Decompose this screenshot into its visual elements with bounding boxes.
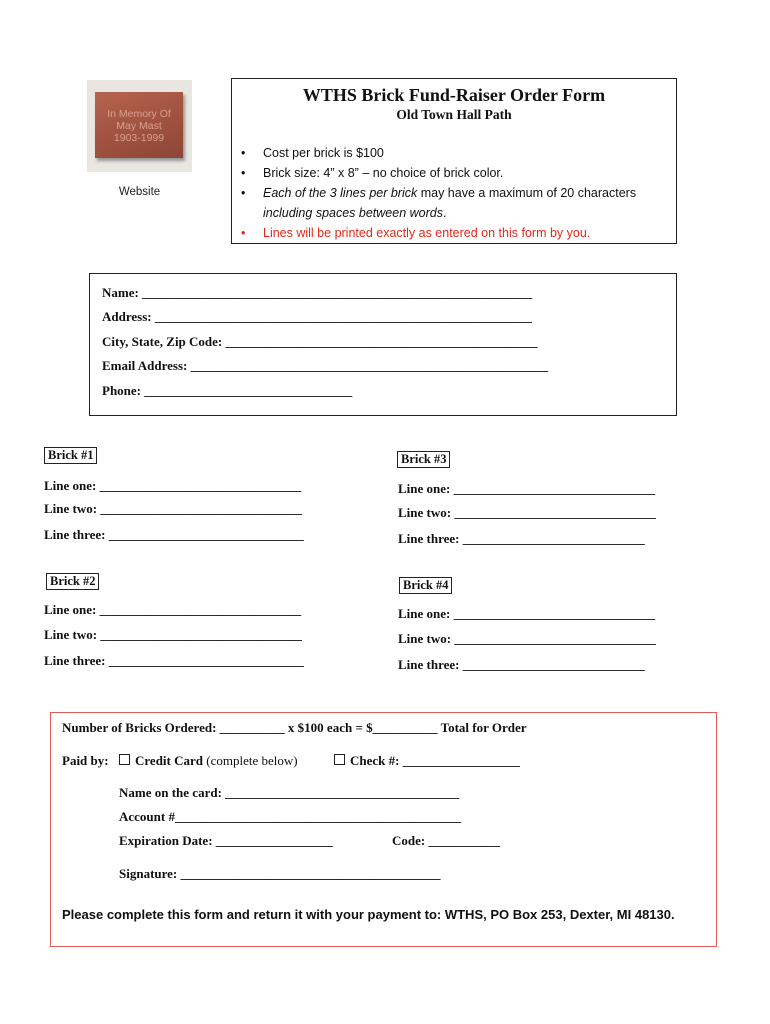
brick-1-line-two[interactable]: Line two: _______________________________	[44, 501, 302, 516]
brick-2-label: Brick #2	[46, 573, 99, 590]
bullet-limit-part-2: may have a maximum of 20 characters	[417, 186, 637, 200]
credit-card-note: (complete below)	[206, 753, 298, 768]
photo-caption: Website	[118, 186, 161, 198]
brick-2-line-two[interactable]: Line two: _______________________________	[44, 627, 302, 642]
check-checkbox[interactable]	[334, 754, 345, 765]
brick-3-line-three[interactable]: Line three: ____________________________	[398, 531, 645, 546]
security-code-field[interactable]: Code: ___________	[392, 833, 500, 848]
email-field[interactable]: Email Address: _______________________________________________________	[102, 358, 549, 373]
info-bullet-list	[240, 143, 670, 243]
phone-field[interactable]: Phone: ________________________________	[102, 383, 353, 398]
bullet-limit-part-4: .	[442, 206, 447, 220]
brick-2-line-three[interactable]: Line three: ______________________________	[44, 653, 304, 668]
brick-1-label: Brick #1	[44, 447, 97, 464]
brick-3-label: Brick #3	[397, 451, 450, 468]
name-field[interactable]: Name: ____________________________________________________________	[102, 285, 533, 300]
brick-1-line-three[interactable]: Line three: ______________________________	[44, 527, 304, 542]
brick-1-line-one[interactable]: Line one: _______________________________	[44, 478, 302, 493]
memorial-brick-image	[95, 92, 183, 158]
brick-4-line-two[interactable]: Line two: _______________________________	[398, 631, 656, 646]
city-state-zip-field[interactable]: City, State, Zip Code: ________________________________________________	[102, 334, 538, 349]
bricks-ordered-total-line[interactable]: Number of Bricks Ordered: __________ x $100 each = $__________ Total for Order	[62, 720, 527, 735]
name-on-card-field[interactable]: Name on the card: ____________________________________	[119, 785, 460, 800]
bullet-warning: • Lines will be printed exactly as entered on this form by you.	[240, 223, 670, 243]
paid-by-label: Paid by:	[62, 753, 109, 768]
return-instructions: Please complete this form and return it with your payment to: WTHS, PO Box 253, Dexter, MI 48130.	[62, 907, 675, 922]
brick-engraving	[95, 108, 183, 144]
brick-photo	[87, 80, 192, 172]
engraving-line-3: 1903-1999	[113, 132, 165, 144]
brick-3-line-two[interactable]: Line two: _______________________________	[398, 505, 656, 520]
bullet-limit-part-1: Each of the 3 lines per brick	[263, 186, 418, 200]
bullet-size: • Brick size: 4” x 8” – no choice of brick color.	[240, 163, 670, 183]
engraving-line-1: In Memory Of	[107, 108, 171, 120]
check-option[interactable]	[334, 753, 520, 769]
credit-card-option[interactable]	[119, 753, 298, 769]
bullet-line-limit	[240, 183, 670, 223]
brick-4-line-one[interactable]: Line one: _______________________________	[398, 606, 656, 621]
credit-card-checkbox[interactable]	[119, 754, 130, 765]
engraving-line-2: May Mast	[116, 120, 162, 132]
expiration-date-field[interactable]: Expiration Date: __________________	[119, 833, 333, 848]
check-number-field[interactable]: Check #: __________________	[350, 753, 520, 768]
brick-4-line-three[interactable]: Line three: ____________________________	[398, 657, 645, 672]
bullet-limit-part-3: including spaces between words	[263, 206, 443, 220]
credit-card-label: Credit Card	[135, 753, 204, 768]
brick-3-line-one[interactable]: Line one: _______________________________	[398, 481, 656, 496]
form-title: WTHS Brick Fund-Raiser Order Form	[302, 85, 606, 105]
signature-field[interactable]: Signature: ________________________________________	[119, 866, 441, 881]
form-subtitle: Old Town Hall Path	[396, 107, 512, 122]
bullet-cost: • Cost per brick is $100	[240, 143, 670, 163]
account-number-field[interactable]: Account #____________________________________________	[119, 809, 461, 824]
brick-4-label: Brick #4	[399, 577, 452, 594]
address-field[interactable]: Address: __________________________________________________________	[102, 309, 532, 324]
brick-2-line-one[interactable]: Line one: _______________________________	[44, 602, 302, 617]
